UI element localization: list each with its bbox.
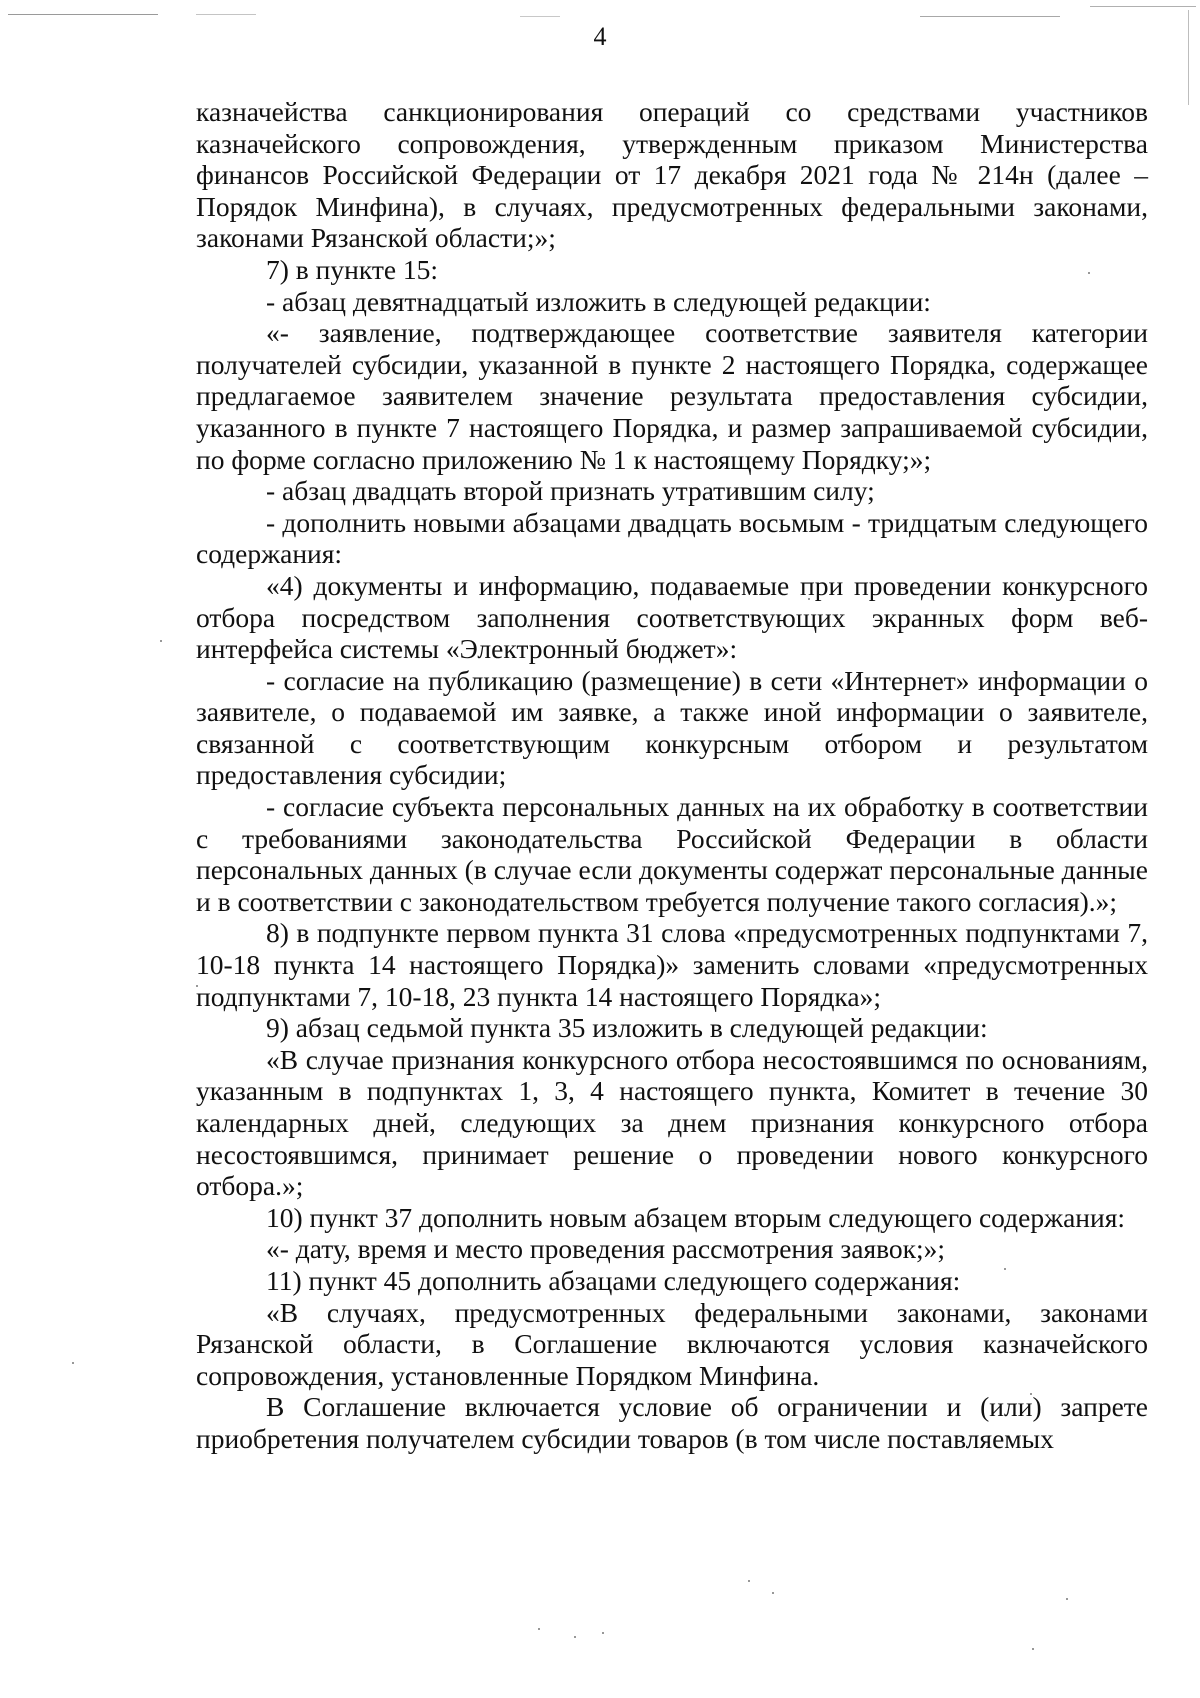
- scan-artifact-speck: [1032, 1648, 1034, 1650]
- paragraph: «4) документы и информацию, подаваемые при проведении конкурсного отбора посредством заполнения соответствующих экранных форм веб-интерфейса системы «Электронный бюджет»:: [196, 569, 1148, 665]
- paragraph: «- дату, время и место проведения рассмотрения заявок;»;: [266, 1233, 946, 1265]
- paragraph: - абзац двадцать второй признать утратившим силу;: [266, 475, 875, 507]
- scan-artifact-speck: [574, 1636, 576, 1638]
- paragraph: 8) в подпункте первом пункта 31 слова «предусмотренных подпунктами 7, 10-18 пункта 14 настоящего Порядка)» заменить словами «предусмотренных подпунктами 7, 10-18, 23 пункта 14 настоящего Порядка»;: [196, 917, 1148, 1012]
- paragraph: 10) пункт 37 дополнить новым абзацем вторым следующего содержания:: [266, 1201, 1125, 1233]
- paragraph: «- заявление, подтверждающее соответствие заявителя категории получателей субсидии, указанной в пункте 2 настоящего Порядка, содержащее предлагаемое заявителем значение результата предоставления субсидии, указанного в пункте 7 настоящего Порядка, и размер запрашиваемой субсидии, по форме согласно приложению № 1 к настоящему Порядку;»;: [196, 317, 1148, 475]
- scan-artifact-line: [520, 16, 560, 17]
- paragraph: «В случае признания конкурсного отбора несостоявшимся по основаниям, указанным в подпунктах 1, 3, 4 настоящего пункта, Комитет в течение 30 календарных дней, следующих за днем признания конкурсного отбора несостоявшимся, принимает решение о проведении нового конкурсного отбора.»;: [196, 1043, 1148, 1202]
- paragraph: 9) абзац седьмой пункта 35 изложить в следующей редакции:: [266, 1012, 988, 1044]
- paragraph: 11) пункт 45 дополнить абзацами следующего содержания:: [266, 1264, 961, 1296]
- scan-artifact-speck: [748, 1580, 750, 1582]
- page-number: 4: [593, 22, 607, 51]
- document-body: [196, 96, 1148, 1455]
- scan-artifact-speck: [72, 1362, 74, 1364]
- paragraph: В Соглашение включается условие об ограничении и (или) запрете приобретения получателем субсидии товаров (в том числе поставляемых: [196, 1391, 1148, 1454]
- scan-artifact-speck: [538, 1628, 540, 1630]
- scan-artifact-speck: [160, 640, 162, 642]
- paragraph: 7) в пункте 15:: [266, 253, 439, 285]
- paragraph: - согласие субъекта персональных данных на их обработку в соответствии с требованиями законодательства Российской Федерации в области персональных данных (в случае если документы содержат персональные данные и в соответствии с законодательством требуется получение такого согласия).»;: [196, 791, 1148, 917]
- scan-artifact-line: [8, 14, 158, 15]
- scan-artifact-line: [196, 14, 256, 15]
- scan-artifact-speck: [772, 1592, 774, 1594]
- paragraph: казначейства санкционирования операций со средствами участников казначейского сопровождения, утвержденным приказом Министерства финансов Российской Федерации от 17 декабря 2021 года № 214н (далее – Порядок Минфина), в случаях, предусмотренных федеральными законами, законами Рязанской области;»;: [196, 96, 1148, 254]
- paragraph: - согласие на публикацию (размещение) в сети «Интернет» информации о заявителе, о подаваемой им заявке, а также иной информации о заявителе, связанной с соответствующим конкурсным отбором и результатом предоставления субсидии;: [196, 664, 1148, 791]
- scan-artifact-speck: [1066, 1598, 1068, 1600]
- paragraph: - абзац девятнадцатый изложить в следующей редакции:: [266, 285, 931, 317]
- paragraph: «В случаях, предусмотренных федеральными законами, законами Рязанской области, в Соглашение включаются условия казначейского сопровождения, установленные Порядком Минфина.: [196, 1296, 1148, 1391]
- scan-artifact-line: [920, 16, 1060, 17]
- scan-artifact-line: [1090, 6, 1196, 7]
- scan-artifact-speck: [602, 1632, 604, 1634]
- paragraph: - дополнить новыми абзацами двадцать восьмым - тридцатым следующего содержания:: [196, 506, 1148, 570]
